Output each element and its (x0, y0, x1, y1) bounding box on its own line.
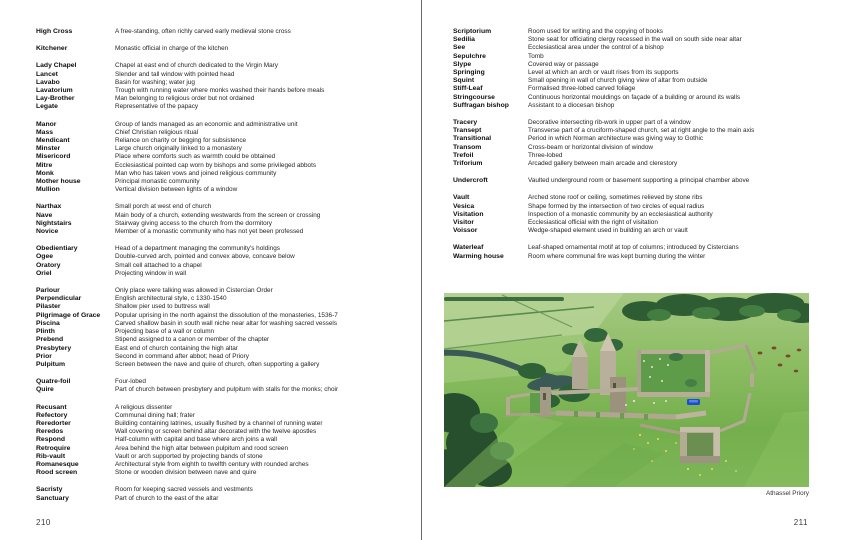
glossary-definition: Basin for washing; water jug (115, 78, 195, 86)
glossary-entry (36, 137, 416, 145)
glossary-definition: Group of lands managed as an economic and administrative unit (115, 120, 298, 128)
glossary-group (36, 121, 416, 195)
glossary-entry (36, 71, 416, 79)
glossary-definition: Stipend assigned to a canon or member of the chapter (115, 336, 270, 344)
glossary-definition: A free-standing, often richly carved early medieval stone cross (115, 28, 291, 35)
glossary-entry (36, 103, 416, 111)
glossary-term: Transom (453, 143, 482, 151)
glossary-definition: Arcaded gallery between main arcade and clerestory (528, 160, 678, 168)
page-number-left: 210 (36, 518, 51, 527)
glossary-term: Mother house (36, 178, 81, 186)
glossary-term: Visitor (453, 219, 475, 227)
glossary-definition: Double-curved arch, pointed and convex above, concave below (115, 253, 295, 261)
glossary-term: Mullion (36, 186, 60, 194)
glossary-definition: Small opening in wall of church giving view of altar from outside (528, 77, 708, 85)
glossary-entry (36, 404, 416, 412)
glossary-term: Lavatorium (36, 87, 73, 95)
glossary-definition: Part of church between presbytery and pulpitum with stalls for the monks; choir (115, 386, 339, 394)
glossary-definition: Shallow pier used to buttress wall (115, 303, 210, 311)
glossary-entry (453, 244, 838, 252)
glossary-entry (453, 69, 838, 77)
glossary-definition: East end of church containing the high altar (115, 344, 238, 352)
glossary-term: Suffragan bishop (453, 101, 509, 109)
glossary-term: High Cross (36, 28, 73, 35)
glossary-term: Sedilia (453, 36, 475, 44)
glossary-entry (36, 495, 416, 503)
glossary-definition: Screen between the nave and quire of church, often supporting a gallery (115, 360, 320, 368)
glossary-term: Tracery (453, 119, 478, 127)
glossary-entry (36, 295, 416, 303)
glossary-term: Parlour (36, 287, 60, 295)
glossary-term: Sanctuary (36, 494, 69, 502)
glossary-group (453, 119, 838, 168)
glossary-left (36, 28, 416, 512)
glossary-entry (453, 227, 838, 235)
glossary-entry (453, 219, 838, 227)
glossary-term: Manor (36, 120, 57, 128)
glossary-term: Transept (453, 127, 482, 135)
glossary-term: Stringcourse (453, 93, 495, 101)
glossary-entry (453, 127, 838, 135)
glossary-term: Nightstairs (36, 219, 72, 227)
glossary-definition: Wall covering or screen behind altar decorated with the twelve apostles (115, 428, 317, 436)
glossary-entry (36, 436, 416, 444)
page-number-right: 211 (793, 518, 808, 527)
glossary-term: Pilaster (36, 303, 61, 311)
glossary-term: Rood screen (36, 469, 78, 477)
glossary-definition: Half-column with capital and base where arch joins a wall (115, 436, 277, 444)
glossary-entry (453, 102, 838, 110)
glossary-group (36, 45, 416, 53)
glossary-term: Refectory (36, 411, 68, 419)
glossary-entry (36, 445, 416, 453)
glossary-definition: Main body of a church, extending westwards from the screen or crossing (115, 211, 321, 219)
glossary-group (36, 486, 416, 502)
glossary-term: Springing (453, 69, 485, 77)
glossary-term: Retroquire (36, 444, 71, 452)
glossary-definition: Carved shallow basin in south wall niche near altar for washing sacred vessels (115, 319, 338, 327)
glossary-definition: Vertical division between lights of a window (115, 186, 238, 194)
glossary-term: Lady Chapel (36, 62, 77, 70)
glossary-entry (36, 153, 416, 161)
glossary-definition: Vaulted underground room or basement supporting a principal chamber above (528, 177, 750, 185)
glossary-term: See (453, 44, 466, 52)
glossary-definition: Chief Christian religious ritual (115, 128, 199, 136)
glossary-definition: Stone seat for officiating clergy recessed in the wall on south side near altar (528, 36, 742, 44)
glossary-term: Visitation (453, 210, 484, 218)
glossary-entry (36, 95, 416, 103)
glossary-term: Monk (36, 169, 54, 177)
glossary-term: Transitional (453, 135, 492, 143)
glossary-term: Stiff-Leaf (453, 85, 483, 93)
glossary-definition: Architectural style from eighth to twelfth century with rounded arches (115, 460, 309, 468)
glossary-definition: Place where comforts such as warmth could be obtained (115, 153, 276, 161)
glossary-entry (36, 253, 416, 261)
page-right (422, 0, 842, 540)
glossary-entry (453, 253, 838, 261)
glossary-entry (36, 178, 416, 186)
glossary-definition: Representative of the papacy (115, 103, 199, 111)
glossary-term: Ogee (36, 253, 53, 261)
glossary-entry (36, 312, 416, 320)
glossary-entry (36, 87, 416, 95)
glossary-definition: Period in which Norman architecture was giving way to Gothic (528, 135, 704, 143)
glossary-entry (453, 44, 838, 52)
glossary-entry (453, 177, 838, 185)
glossary-entry (36, 186, 416, 194)
glossary-entry (453, 28, 838, 36)
glossary-definition: Popular uprising in the north against the dissolution of the monasteries, 1536-7 (115, 311, 338, 319)
glossary-term: Slype (453, 60, 472, 68)
glossary-term: Sacristy (36, 486, 63, 494)
glossary-definition: Tomb (528, 52, 544, 60)
glossary-term: Respond (36, 436, 66, 444)
glossary-definition: Communal dining hall; frater (115, 411, 195, 419)
glossary-definition: Projecting window in wall (115, 269, 187, 277)
glossary-entry (36, 461, 416, 469)
glossary-term: Quire (36, 386, 54, 394)
glossary-definition: Decorative intersecting rib-work in upper part of a window (528, 119, 691, 127)
glossary-term: Nave (36, 211, 53, 219)
glossary-term: Vault (453, 194, 470, 202)
glossary-definition: Large church originally linked to a monastery (115, 145, 242, 153)
glossary-term: Misericord (36, 153, 71, 161)
glossary-definition: Transverse part of a cruciform-shaped church, set at right angle to the main axis (528, 127, 755, 135)
glossary-entry (36, 428, 416, 436)
glossary-definition: Only place were talking was allowed in Cistercian Order (115, 287, 273, 295)
glossary-definition: Man who has taken vows and joined religious community (115, 169, 277, 177)
glossary-definition: Projecting base of a wall or column (115, 328, 215, 336)
glossary-definition: Room where communal fire was kept burning during the winter (528, 252, 706, 260)
glossary-group (453, 28, 838, 110)
glossary-definition: Leaf-shaped ornamental motif at top of columns; introduced by Cistercians (528, 244, 739, 252)
glossary-group (36, 378, 416, 394)
glossary-entry (453, 144, 838, 152)
glossary-entry (36, 336, 416, 344)
glossary-term: Mendicant (36, 137, 70, 145)
glossary-entry (36, 45, 416, 53)
glossary-definition: Shape formed by the intersection of two circles of equal radius (528, 202, 705, 210)
glossary-entry (453, 194, 838, 202)
glossary-term: Vesica (453, 202, 475, 210)
glossary-entry (36, 420, 416, 428)
glossary-term: Voissor (453, 227, 478, 235)
glossary-definition: Monastic official in charge of the kitchen (115, 45, 229, 53)
glossary-group (453, 244, 838, 260)
glossary-entry (36, 228, 416, 236)
glossary-group (453, 177, 838, 185)
glossary-entry (453, 119, 838, 127)
glossary-definition: Three-lobed (528, 151, 563, 159)
glossary-entry (36, 121, 416, 129)
glossary-definition: Slender and tall window with pointed head (115, 70, 235, 78)
glossary-term: Novice (36, 228, 59, 236)
glossary-definition: Man belonging to religious order but not ordained (115, 95, 255, 103)
glossary-entry (453, 152, 838, 160)
glossary-definition: Room used for writing and the copying of books (528, 28, 663, 35)
glossary-entry (36, 145, 416, 153)
glossary-term: Presbytery (36, 344, 72, 352)
glossary-group (36, 287, 416, 369)
glossary-entry (453, 203, 838, 211)
glossary-term: Mitre (36, 161, 53, 169)
glossary-definition: Covered way or passage (528, 60, 599, 68)
glossary-entry (36, 270, 416, 278)
glossary-group (453, 194, 838, 235)
glossary-definition: Part of church to the east of the altar (115, 494, 219, 502)
glossary-definition: Assistant to a diocesan bishop (528, 101, 615, 109)
glossary-term: Lavabo (36, 78, 60, 86)
glossary-definition: Member of a monastic community who has not yet been professed (115, 228, 304, 236)
glossary-definition: Area behind the high altar between pulpitum and rood screen (115, 444, 289, 452)
glossary-entry (453, 77, 838, 85)
glossary-term: Pulpitum (36, 360, 66, 368)
glossary-term: Legate (36, 103, 58, 111)
glossary-entry (36, 79, 416, 87)
glossary-entry (453, 94, 838, 102)
glossary-entry (36, 328, 416, 336)
glossary-term: Scriptorium (453, 28, 492, 35)
glossary-entry (36, 170, 416, 178)
glossary-term: Lancet (36, 70, 58, 78)
glossary-term: Obedientiary (36, 245, 78, 253)
glossary-term: Pilgrimage of Grace (36, 311, 101, 319)
glossary-definition: Chapel at east end of church dedicated to the Virgin Mary (115, 62, 278, 70)
glossary-entry (36, 353, 416, 361)
glossary-group (36, 404, 416, 478)
glossary-entry (36, 212, 416, 220)
glossary-group (36, 62, 416, 111)
glossary-term: Narthax (36, 203, 62, 211)
glossary-definition: Vault or arch supported by projecting bands of stone (115, 452, 263, 460)
glossary-entry (453, 85, 838, 93)
glossary-definition: Room for keeping sacred vessels and vestments (115, 486, 253, 494)
glossary-entry (36, 62, 416, 70)
glossary-term: Mass (36, 128, 54, 136)
glossary-entry (453, 36, 838, 44)
glossary-entry (36, 287, 416, 295)
glossary-term: Piscina (36, 319, 60, 327)
glossary-definition: Cross-beam or horizontal division of window (528, 143, 654, 151)
glossary-term: Prior (36, 352, 52, 360)
glossary-entry (36, 129, 416, 137)
glossary-entry (36, 386, 416, 394)
glossary-definition: Building containing latrines, usually flushed by a channel of running water (115, 419, 323, 427)
glossary-term: Lay-Brother (36, 95, 75, 103)
glossary-entry (36, 220, 416, 228)
glossary-entry (36, 412, 416, 420)
glossary-definition: Small porch at west end of church (115, 203, 212, 211)
glossary-term: Undercroft (453, 177, 488, 185)
photo-caption: Athassel Priory (766, 490, 809, 497)
glossary-definition: Head of a department managing the community's holdings (115, 245, 280, 253)
glossary-definition: Stone or wooden division between nave and quire (115, 469, 257, 477)
glossary-term: Plinth (36, 328, 55, 336)
glossary-definition: Second in command after abbot; head of Priory (115, 352, 249, 360)
glossary-definition: Ecclesiastical official with the right of visitation (528, 219, 658, 227)
glossary-term: Reredorter (36, 419, 71, 427)
glossary-entry (453, 135, 838, 143)
glossary-term: Oriel (36, 269, 52, 277)
glossary-definition: Ecclesiastical area under the control of a bishop (528, 44, 664, 52)
glossary-definition: Small cell attached to a chapel (115, 261, 202, 269)
glossary-entry (36, 203, 416, 211)
glossary-entry (36, 262, 416, 270)
glossary-term: Perpendicular (36, 295, 82, 303)
glossary-definition: Reliance on charity or begging for subsistence (115, 137, 247, 145)
glossary-definition: Principal monastic community (115, 178, 200, 186)
glossary-term: Romanesque (36, 460, 79, 468)
glossary-entry (36, 162, 416, 170)
glossary-entry (36, 469, 416, 477)
glossary-term: Waterleaf (453, 244, 484, 252)
glossary-entry (36, 453, 416, 461)
glossary-term: Triforium (453, 160, 483, 168)
glossary-definition: Arched stone roof or ceiling, sometimes relieved by stone ribs (528, 194, 703, 202)
glossary-definition: Level at which an arch or vault rises from its supports (528, 69, 679, 77)
glossary-group (36, 28, 416, 36)
glossary-definition: Formalised three-lobed carved foliage (528, 85, 636, 93)
glossary-definition: Wedge-shaped element used in building an arch or vault (528, 227, 688, 235)
glossary-term: Rib-vault (36, 452, 66, 460)
glossary-definition: Stairway giving access to the church from the dormitory (115, 219, 272, 227)
glossary-right (453, 28, 838, 270)
glossary-entry (453, 53, 838, 61)
glossary-definition: Four-lobed (115, 378, 146, 386)
glossary-entry (36, 303, 416, 311)
glossary-entry (453, 160, 838, 168)
athassel-priory-photo (444, 293, 809, 497)
glossary-group (36, 203, 416, 236)
glossary-term: Prebend (36, 336, 64, 344)
glossary-entry (36, 245, 416, 253)
glossary-definition: Ecclesiastical pointed cap worn by bishops and some privileged abbots (115, 161, 317, 169)
glossary-term: Oratory (36, 261, 61, 269)
glossary-term: Reredos (36, 428, 64, 436)
glossary-term: Trefoil (453, 151, 474, 159)
athassel-priory-aerial-svg (444, 293, 809, 487)
glossary-entry (36, 361, 416, 369)
glossary-term: Squint (453, 77, 475, 85)
glossary-entry (453, 61, 838, 69)
glossary-definition: A religious dissenter (115, 403, 173, 411)
glossary-term: Minster (36, 145, 61, 153)
glossary-group (36, 245, 416, 278)
glossary-term: Kitchener (36, 45, 68, 53)
glossary-definition: Continuous horizontal mouldings on façade of a building or around its walls (528, 93, 741, 101)
glossary-definition: English architectural style, c 1330-1540 (115, 295, 227, 303)
glossary-entry (36, 28, 416, 36)
glossary-term: Quatre-foil (36, 378, 71, 386)
glossary-term: Warming house (453, 252, 504, 260)
glossary-definition: Inspection of a monastic community by an ecclesiastical authority (528, 210, 713, 218)
glossary-entry (36, 378, 416, 386)
glossary-definition: Trough with running water where monks washed their hands before meals (115, 87, 325, 95)
glossary-entry (453, 211, 838, 219)
glossary-term: Recusant (36, 403, 67, 411)
glossary-term: Sepulchre (453, 52, 486, 60)
glossary-entry (36, 486, 416, 494)
glossary-entry (36, 320, 416, 328)
glossary-entry (36, 345, 416, 353)
